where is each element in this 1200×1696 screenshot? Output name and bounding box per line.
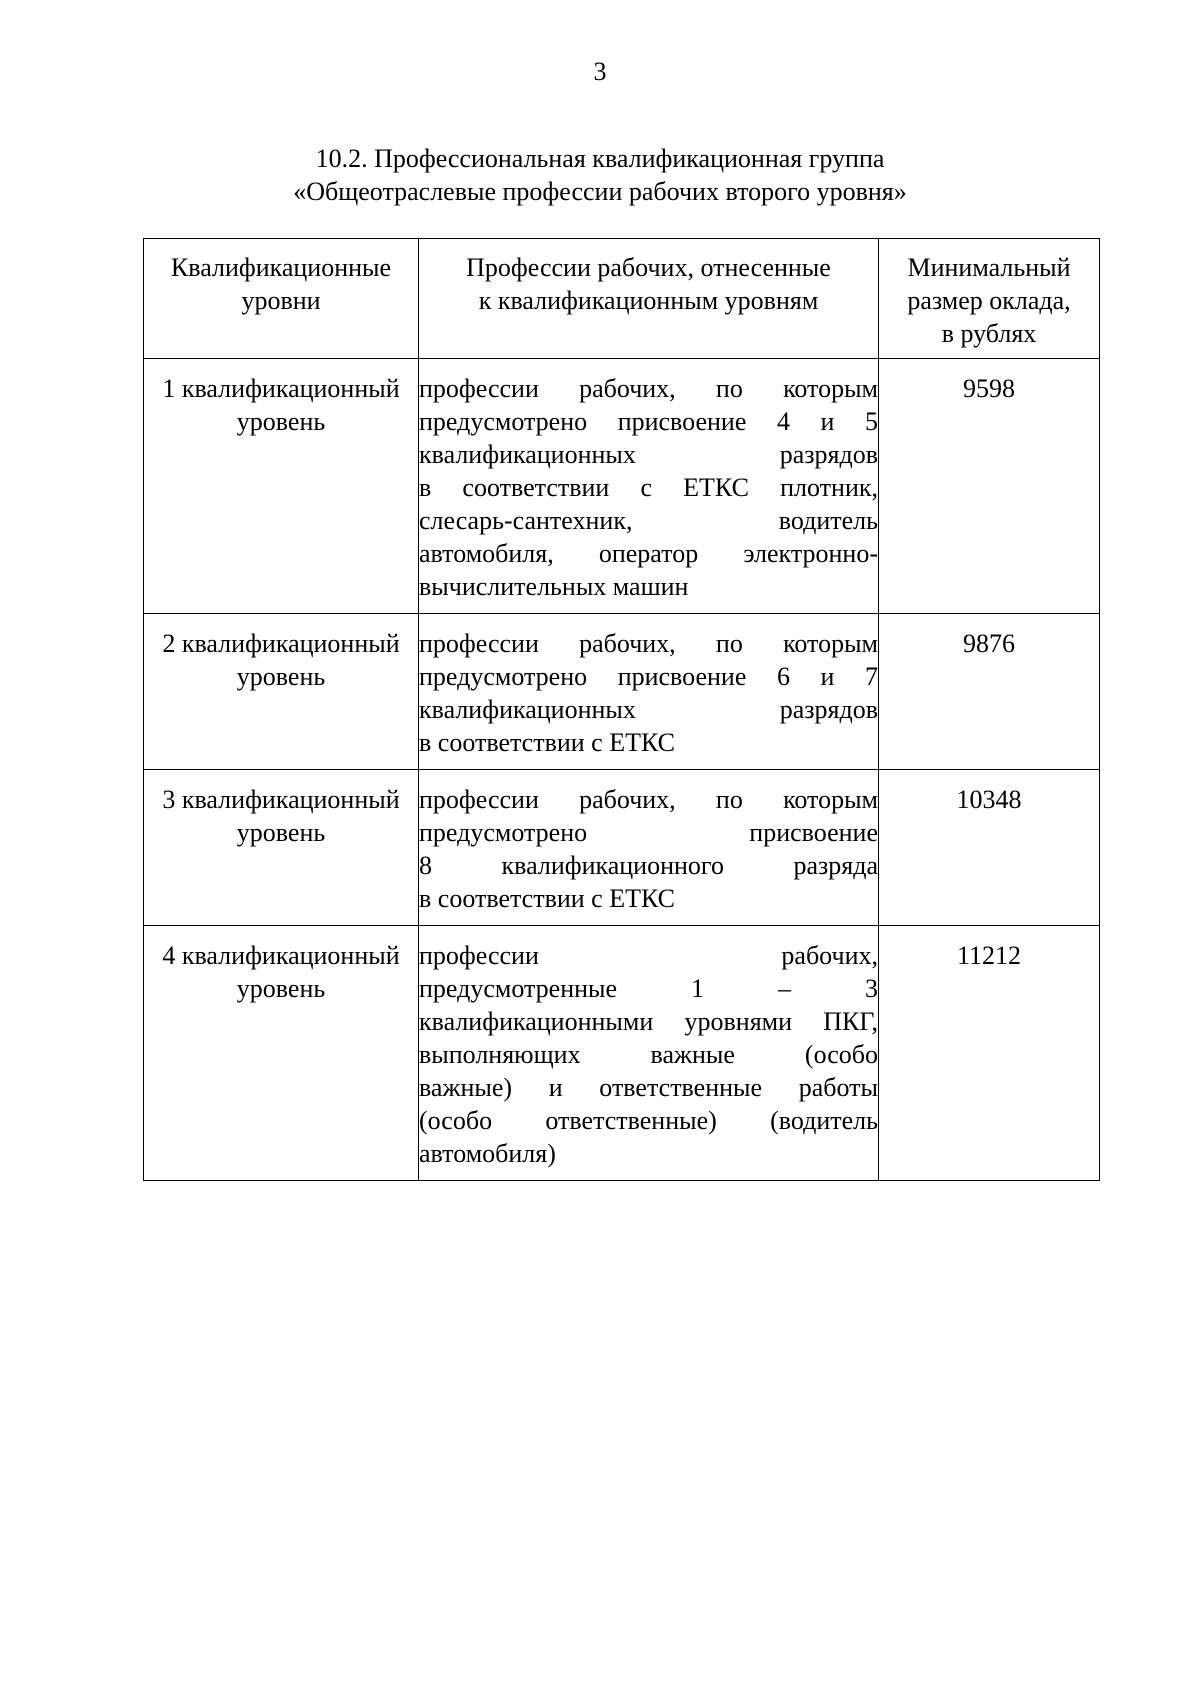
professions-cell <box>419 770 879 926</box>
qualification-level-text: уровень <box>236 818 326 847</box>
heading-line-2: «Общеотраслевые профессии рабочих второго уровня» <box>293 177 907 206</box>
qualification-level-cell <box>144 770 419 926</box>
table-row <box>144 614 1100 770</box>
table-row <box>144 926 1100 1181</box>
professions-text-line: вычислительных машин <box>419 572 689 601</box>
heading-line-1: 10.2. Профессиональная квалификационная группа <box>315 144 885 173</box>
professions-text-line: важные) и ответственные работы <box>419 1073 878 1102</box>
professions-text-line: квалификационных разрядов <box>419 695 878 724</box>
table-body <box>144 359 1100 1181</box>
qualification-level-text: уровень <box>236 974 326 1003</box>
salary-cell: 9598 <box>879 359 1100 614</box>
professions-text-line: профессии рабочих, по которым <box>419 629 878 658</box>
qualification-level-cell <box>144 926 419 1181</box>
qualification-level-cell <box>144 614 419 770</box>
professions-text-line: квалификационными уровнями ПКГ, <box>419 1007 878 1036</box>
qualification-level-text: уровень <box>236 662 326 691</box>
header-levels-line: Квалификационные <box>170 253 392 282</box>
professions-text-line: 8 квалификационного разряда <box>419 851 878 880</box>
table-row <box>144 770 1100 926</box>
professions-cell <box>419 926 879 1181</box>
professions-text-line: выполняющих важные (особо <box>419 1040 878 1069</box>
professions-text-line: предусмотрено присвоение <box>419 818 878 847</box>
professions-text-line: профессии рабочих, по которым <box>419 785 878 814</box>
professions-text-line: в соответствии с ЕТКС <box>419 728 676 757</box>
qualification-level-text: уровень <box>236 407 326 436</box>
professions-text-line: предусмотренные 1 – 3 <box>419 974 878 1003</box>
header-salary-line: размер оклада, <box>907 286 1071 315</box>
professions-text-line: предусмотрено присвоение 6 и 7 <box>419 662 878 691</box>
header-professions <box>419 239 879 359</box>
qualification-levels-table <box>143 238 1100 1181</box>
qualification-level-cell <box>144 359 419 614</box>
header-levels-line: уровни <box>241 286 321 315</box>
qualification-level-text: 3 квалификационный <box>162 785 400 814</box>
professions-cell <box>419 359 879 614</box>
professions-text-line: квалификационных разрядов <box>419 440 878 469</box>
professions-text-line: автомобиля, оператор электронно- <box>419 539 878 568</box>
header-levels <box>144 239 419 359</box>
salary-cell: 11212 <box>879 926 1100 1181</box>
professions-text-line: автомобиля) <box>419 1139 556 1168</box>
document-heading <box>0 142 1200 208</box>
page-number: 3 <box>593 57 607 86</box>
professions-text-line: в соответствии с ЕТКС плотник, <box>419 473 878 502</box>
professions-text-line: в соответствии с ЕТКС <box>419 884 676 913</box>
salary-cell: 9876 <box>879 614 1100 770</box>
qualification-level-text: 1 квалификационный <box>162 374 400 403</box>
professions-text-line: предусмотрено присвоение 4 и 5 <box>419 407 878 436</box>
professions-text-line: профессии рабочих, по которым <box>419 374 878 403</box>
header-professions-line: Профессии рабочих, отнесенные <box>466 253 831 282</box>
header-salary-line: Минимальный <box>907 253 1071 282</box>
professions-cell <box>419 614 879 770</box>
qualification-level-text: 2 квалификационный <box>162 629 400 658</box>
header-professions-line: к квалификационным уровням <box>478 286 819 315</box>
professions-text-line: слесарь-сантехник, водитель <box>419 506 878 535</box>
qualification-level-text: 4 квалификационный <box>162 941 400 970</box>
header-salary <box>879 239 1100 359</box>
professions-text-line: (особо ответственные) (водитель <box>419 1106 878 1135</box>
table-header-row <box>144 239 1100 359</box>
header-salary-line: в рублях <box>941 319 1037 348</box>
professions-text-line: профессии рабочих, <box>419 941 878 970</box>
table-row <box>144 359 1100 614</box>
salary-cell: 10348 <box>879 770 1100 926</box>
